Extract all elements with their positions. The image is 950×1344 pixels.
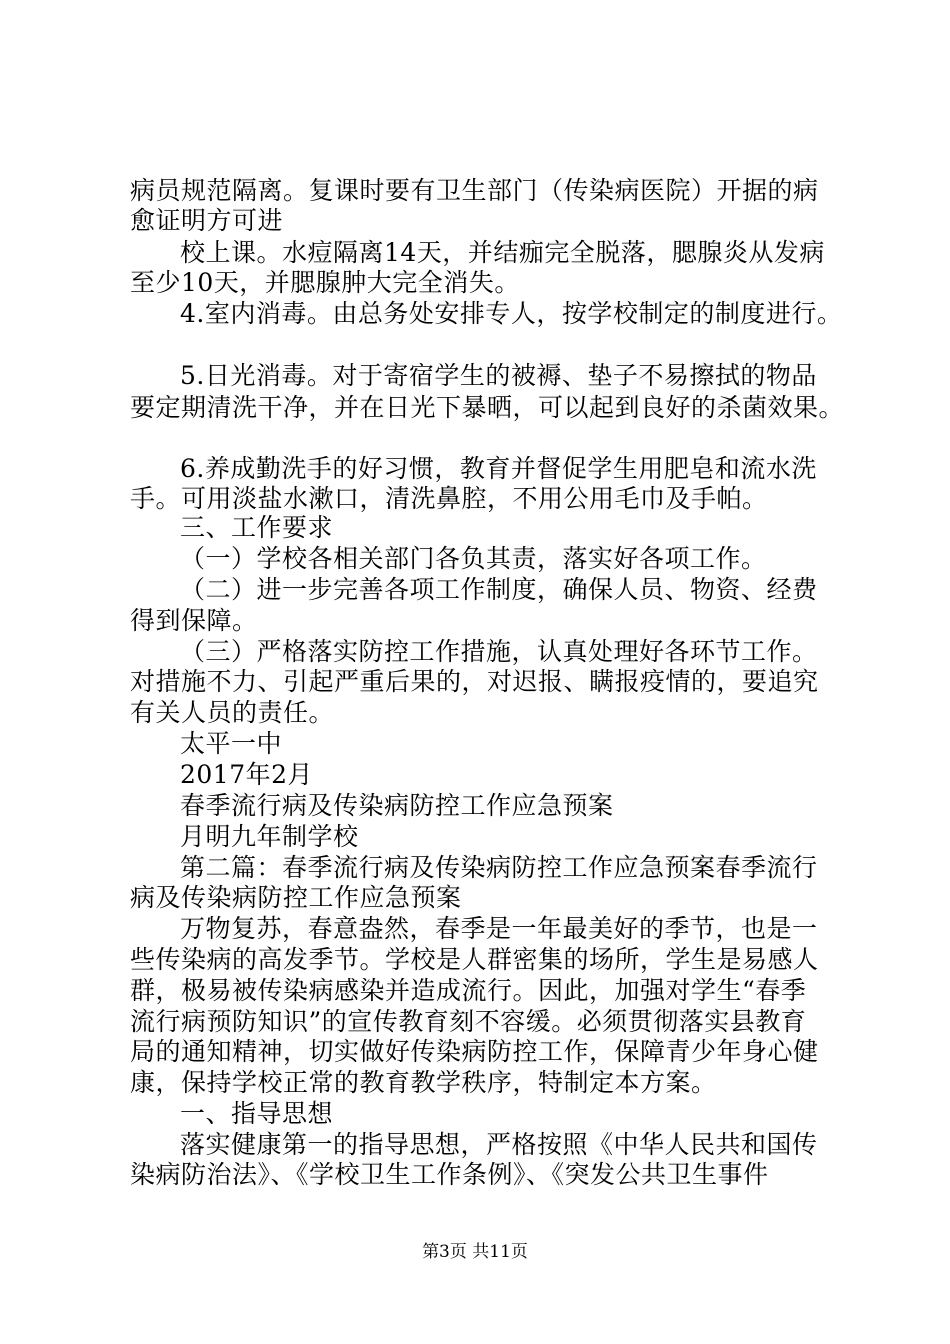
text-line: 手。可用淡盐水漱口，清洗鼻腔，不用公用毛巾及手帕。 bbox=[130, 484, 768, 513]
text-line: 第二篇：春季流行病及传染病防控工作应急预案春季流行 bbox=[180, 853, 818, 882]
text-line: 校上课。水痘隔离14天，并结痂完全脱落，腮腺炎从发病 bbox=[180, 238, 825, 267]
text-line: 至少10天，并腮腺肿大完全消失。 bbox=[130, 268, 520, 297]
section-heading: 一、指导思想 bbox=[180, 1099, 334, 1128]
text-line: 要定期清洗干净，并在日光下暴晒，可以起到良好的杀菌效果。 bbox=[130, 393, 845, 422]
text-line: 病及传染病防控工作应急预案 bbox=[130, 883, 462, 912]
signature-date: 2017年2月 bbox=[180, 760, 314, 789]
signature-school: 太平一中 bbox=[180, 729, 283, 758]
text-line: （一）学校各相关部门各负其责，落实好各项工作。 bbox=[180, 544, 767, 573]
text-line: 流行病预防知识”的宣传教育刻不容缓。必须贯彻落实县教育 bbox=[130, 1007, 807, 1036]
text-line: 有关人员的责任。 bbox=[130, 698, 335, 727]
text-line: 愈证明方可进 bbox=[130, 206, 284, 235]
page-footer: 第3页 共11页 bbox=[422, 1242, 528, 1262]
text-line: 康，保持学校正常的教育教学秩序，特制定本方案。 bbox=[130, 1068, 717, 1097]
text-line: 万物复苏，春意盎然，春季是一年最美好的季节，也是一 bbox=[180, 914, 818, 943]
text-line: （二）进一步完善各项工作制度，确保人员、物资、经费 bbox=[180, 575, 818, 604]
document-title: 春季流行病及传染病防控工作应急预案 bbox=[180, 791, 614, 820]
section-heading: 三、工作要求 bbox=[180, 513, 334, 542]
text-line: 5.日光消毒。对于寄宿学生的被褥、垫子不易擦拭的物品 bbox=[180, 361, 817, 390]
text-line: 得到保障。 bbox=[130, 606, 258, 635]
text-line: （三）严格落实防控工作措施，认真处理好各环节工作。 bbox=[180, 637, 818, 666]
text-line: 病员规范隔离。复课时要有卫生部门（传染病医院）开据的病 bbox=[130, 176, 819, 205]
text-line: 对措施不力、引起严重后果的，对迟报、瞒报疫情的，要追究 bbox=[130, 667, 819, 696]
text-line: 4.室内消毒。由总务处安排专人，按学校制定的制度进行。 bbox=[180, 299, 843, 328]
text-line: 落实健康第一的指导思想，严格按照《中华人民共和国传 bbox=[180, 1130, 818, 1159]
text-line: 月明九年制学校 bbox=[180, 822, 359, 851]
text-line: 染病防治法》、《学校卫生工作条例》、《突发公共卫生事件 bbox=[130, 1160, 769, 1189]
text-line: 群，极易被传染病感染并造成流行。因此，加强对学生“春季 bbox=[130, 976, 807, 1005]
text-line: 6.养成勤洗手的好习惯，教育并督促学生用肥皂和流水洗 bbox=[180, 454, 817, 483]
text-line: 些传染病的高发季节。学校是人群密集的场所，学生是易感人 bbox=[130, 945, 819, 974]
text-line: 局的通知精神，切实做好传染病防控工作，保障青少年身心健 bbox=[130, 1037, 819, 1066]
